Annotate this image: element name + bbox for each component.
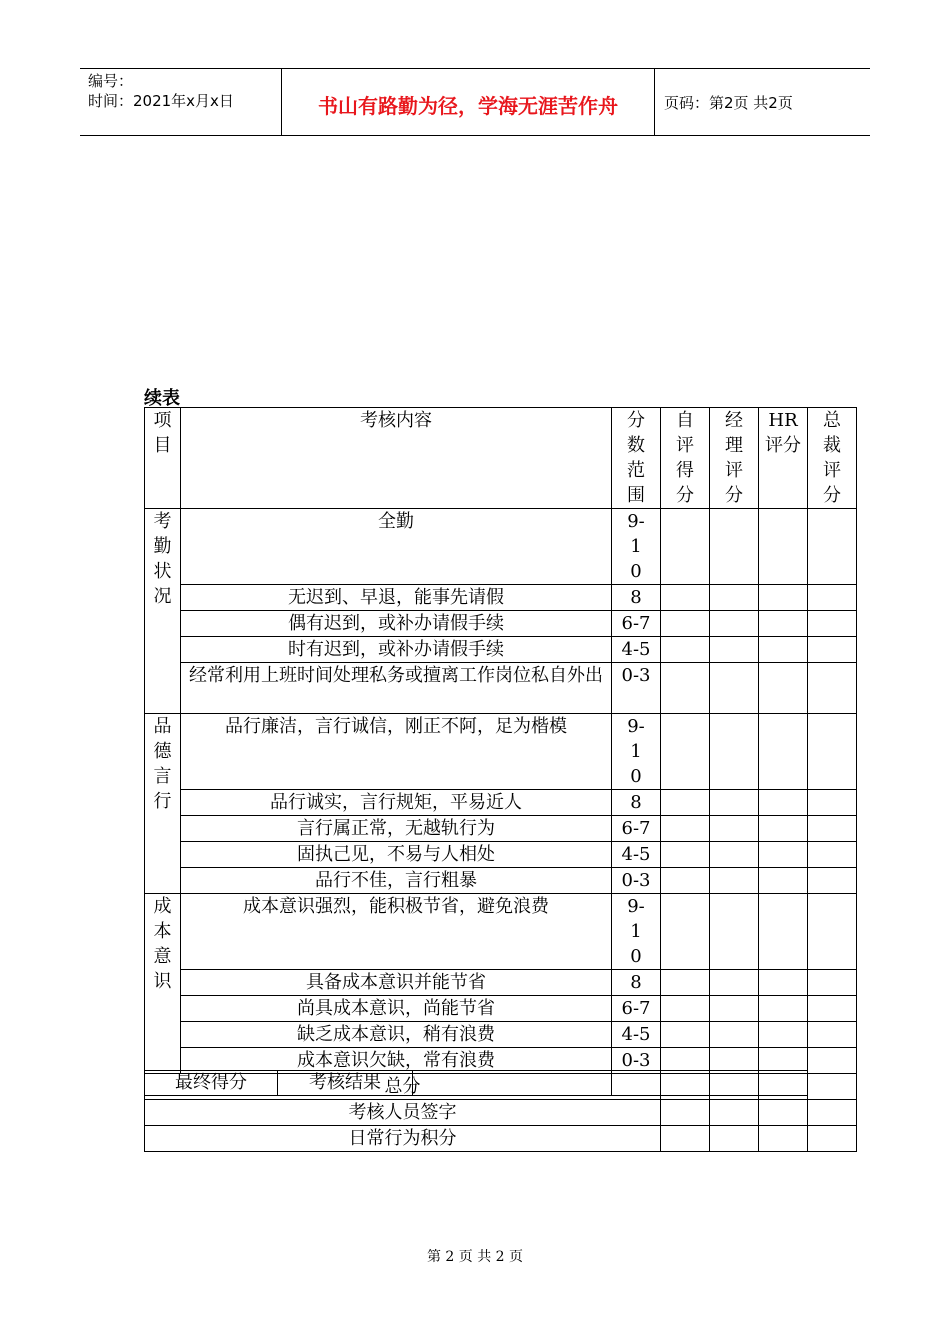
self-score-cell[interactable] xyxy=(661,637,710,663)
total-label: 总分 xyxy=(145,1074,661,1100)
criteria-text: 时有迟到，或补办请假手续 xyxy=(181,637,612,663)
ceo-score-cell[interactable] xyxy=(808,1126,857,1152)
score-range: 0-3 xyxy=(612,663,661,714)
criteria-text: 具备成本意识并能节省 xyxy=(181,970,612,996)
criteria-text: 成本意识强烈，能积极节省，避免浪费 xyxy=(181,894,612,970)
table-header-row xyxy=(145,408,857,509)
score-range: 9-10 xyxy=(612,509,661,585)
table-row xyxy=(145,611,857,637)
hr-score-cell[interactable] xyxy=(759,637,808,663)
manager-score-cell[interactable] xyxy=(710,714,759,790)
manager-score-cell[interactable] xyxy=(710,894,759,970)
hr-score-cell[interactable] xyxy=(759,894,808,970)
ceo-score-cell[interactable] xyxy=(808,714,857,790)
score-range: 6-7 xyxy=(612,611,661,637)
criteria-text: 经常利用上班时间处理私务或擅离工作岗位私自外出 xyxy=(181,663,612,714)
hr-score-cell[interactable] xyxy=(759,790,808,816)
table-row xyxy=(145,970,857,996)
score-range: 0-3 xyxy=(612,1048,661,1074)
header-motto: 书山有路勤为径，学海无涯苦作舟 xyxy=(318,94,618,118)
score-range: 4-5 xyxy=(612,842,661,868)
column-header-range: 分数范围 xyxy=(612,408,661,509)
final-score-value-cell[interactable] xyxy=(612,1071,808,1096)
manager-score-cell[interactable] xyxy=(710,842,759,868)
criteria-text: 缺乏成本意识，稍有浪费 xyxy=(181,1022,612,1048)
self-score-cell[interactable] xyxy=(661,842,710,868)
criteria-text: 全勤 xyxy=(181,509,612,585)
self-score-cell[interactable] xyxy=(661,585,710,611)
hr-score-cell[interactable] xyxy=(759,1022,808,1048)
ceo-score-cell[interactable] xyxy=(808,894,857,970)
criteria-text: 偶有迟到，或补办请假手续 xyxy=(181,611,612,637)
table-caption: 续表 xyxy=(144,388,180,409)
ceo-score-cell[interactable] xyxy=(808,790,857,816)
hr-score-cell[interactable] xyxy=(759,509,808,585)
self-score-cell[interactable] xyxy=(661,970,710,996)
criteria-text: 成本意识欠缺，常有浪费 xyxy=(181,1048,612,1074)
manager-score-cell[interactable] xyxy=(710,611,759,637)
score-range: 4-5 xyxy=(612,637,661,663)
table-row xyxy=(145,790,857,816)
criteria-text: 尚具成本意识，尚能节省 xyxy=(181,996,612,1022)
criteria-text: 无迟到、早退，能事先请假 xyxy=(181,585,612,611)
result-value-cell[interactable] xyxy=(413,1071,612,1096)
score-range: 8 xyxy=(612,790,661,816)
table-row xyxy=(145,868,857,894)
manager-signature-cell[interactable] xyxy=(710,1100,759,1126)
self-score-cell[interactable] xyxy=(661,663,710,714)
ceo-score-cell[interactable] xyxy=(808,637,857,663)
manager-score-cell[interactable] xyxy=(710,790,759,816)
table-row xyxy=(145,894,857,970)
criteria-text: 固执己见，不易与人相处 xyxy=(181,842,612,868)
score-range: 9-10 xyxy=(612,894,661,970)
column-header-self: 自评得分 xyxy=(661,408,710,509)
criteria-text: 品行诚实，言行规矩，平易近人 xyxy=(181,790,612,816)
score-range: 8 xyxy=(612,970,661,996)
hr-score-cell[interactable] xyxy=(759,816,808,842)
column-header-manager: 经理评分 xyxy=(710,408,759,509)
header-top-rule xyxy=(80,68,870,69)
hr-score-cell[interactable] xyxy=(759,842,808,868)
self-signature-cell[interactable] xyxy=(661,1100,710,1126)
table-row xyxy=(145,842,857,868)
manager-score-cell[interactable] xyxy=(710,868,759,894)
ceo-score-cell[interactable] xyxy=(808,996,857,1022)
ceo-score-cell[interactable] xyxy=(808,1022,857,1048)
result-label: 考核结果 xyxy=(278,1071,413,1096)
score-range: 0-3 xyxy=(612,868,661,894)
table-row xyxy=(145,637,857,663)
evaluation-table xyxy=(144,407,857,1152)
ceo-score-cell[interactable] xyxy=(808,585,857,611)
self-score-cell[interactable] xyxy=(661,868,710,894)
manager-score-cell[interactable] xyxy=(710,816,759,842)
final-score-label: 最终得分 xyxy=(145,1071,278,1096)
final-row xyxy=(145,1071,808,1096)
table-row xyxy=(145,585,857,611)
self-score-cell[interactable] xyxy=(661,714,710,790)
score-range: 6-7 xyxy=(612,816,661,842)
self-score-cell[interactable] xyxy=(661,790,710,816)
hr-score-cell[interactable] xyxy=(759,611,808,637)
table-row xyxy=(145,816,857,842)
document-date: 时间：2021年x月x日 xyxy=(88,92,234,110)
ceo-score-cell[interactable] xyxy=(808,611,857,637)
ceo-signature-cell[interactable] xyxy=(808,1100,857,1126)
manager-score-cell[interactable] xyxy=(710,1022,759,1048)
section-label: 品德言行 xyxy=(145,714,181,894)
hr-score-cell[interactable] xyxy=(759,868,808,894)
criteria-text: 言行属正常，无越轨行为 xyxy=(181,816,612,842)
score-range: 4-5 xyxy=(612,1022,661,1048)
section-label: 成本意识 xyxy=(145,894,181,1074)
header-bottom-rule xyxy=(80,135,870,136)
self-score-cell[interactable] xyxy=(661,611,710,637)
hr-score-cell[interactable] xyxy=(759,1126,808,1152)
self-score-cell[interactable] xyxy=(661,1022,710,1048)
signature-row xyxy=(145,1100,857,1126)
ceo-score-cell[interactable] xyxy=(808,970,857,996)
score-range: 6-7 xyxy=(612,996,661,1022)
hr-score-cell[interactable] xyxy=(759,663,808,714)
hr-score-cell[interactable] xyxy=(759,714,808,790)
table-row xyxy=(145,1022,857,1048)
hr-score-cell[interactable] xyxy=(759,585,808,611)
self-score-cell[interactable] xyxy=(661,996,710,1022)
ceo-score-cell[interactable] xyxy=(808,509,857,585)
self-score-cell[interactable] xyxy=(661,816,710,842)
final-score-table xyxy=(144,1070,808,1096)
hr-score-cell[interactable] xyxy=(759,996,808,1022)
signature-label: 考核人员签字 xyxy=(145,1100,661,1126)
page-footer: 第 2 页 共 2 页 xyxy=(426,1249,524,1265)
self-score-cell[interactable] xyxy=(661,894,710,970)
header-page-info: 页码：第2页 共2页 xyxy=(664,94,793,112)
manager-score-cell[interactable] xyxy=(710,585,759,611)
table-row xyxy=(145,996,857,1022)
ceo-score-cell[interactable] xyxy=(808,1074,857,1100)
table-row xyxy=(145,509,857,585)
manager-score-cell[interactable] xyxy=(710,1126,759,1152)
criteria-text: 品行不佳，言行粗暴 xyxy=(181,868,612,894)
manager-score-cell[interactable] xyxy=(710,637,759,663)
hr-signature-cell[interactable] xyxy=(759,1100,808,1126)
ceo-score-cell[interactable] xyxy=(808,868,857,894)
daily-score-row xyxy=(145,1126,857,1152)
daily-score-label: 日常行为积分 xyxy=(145,1126,661,1152)
score-range: 8 xyxy=(612,585,661,611)
column-header-item: 项目 xyxy=(145,408,181,509)
column-header-content: 考核内容 xyxy=(181,408,612,509)
score-range: 9-10 xyxy=(612,714,661,790)
ceo-score-cell[interactable] xyxy=(808,816,857,842)
manager-score-cell[interactable] xyxy=(710,970,759,996)
ceo-score-cell[interactable] xyxy=(808,842,857,868)
ceo-score-cell[interactable] xyxy=(808,1048,857,1074)
self-score-cell[interactable] xyxy=(661,1126,710,1152)
self-score-cell[interactable] xyxy=(661,509,710,585)
column-header-hr: HR评分 xyxy=(759,408,808,509)
manager-score-cell[interactable] xyxy=(710,996,759,1022)
manager-score-cell[interactable] xyxy=(710,663,759,714)
column-header-ceo: 总裁评分 xyxy=(808,408,857,509)
header-divider xyxy=(654,68,655,135)
manager-score-cell[interactable] xyxy=(710,509,759,585)
header-meta xyxy=(88,71,234,111)
document-number-label: 编号： xyxy=(88,72,134,90)
ceo-score-cell[interactable] xyxy=(808,663,857,714)
section-label: 考勤状况 xyxy=(145,509,181,714)
hr-score-cell[interactable] xyxy=(759,970,808,996)
criteria-text: 品行廉洁，言行诚信，刚正不阿，足为楷模 xyxy=(181,714,612,790)
table-row xyxy=(145,663,857,714)
table-row xyxy=(145,714,857,790)
